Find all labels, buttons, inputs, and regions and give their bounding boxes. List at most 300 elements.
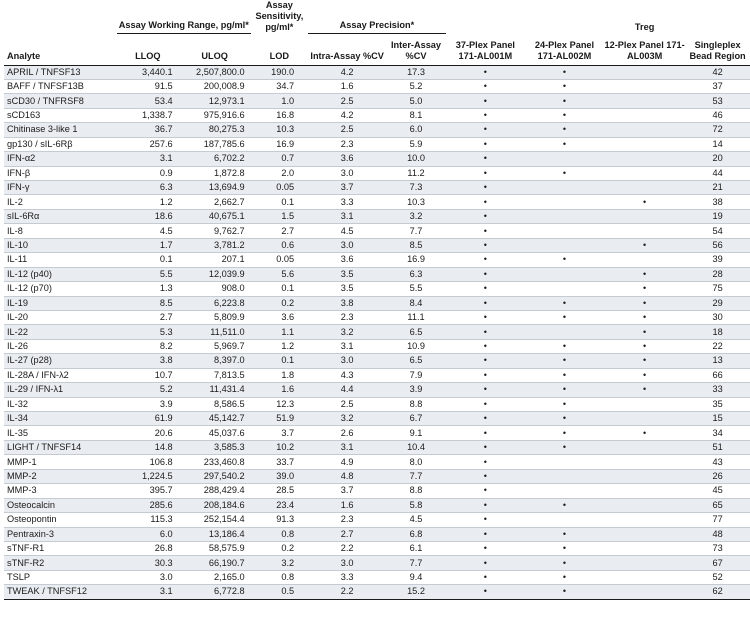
panel-inclusion-dot: • xyxy=(643,297,647,308)
inter-assay-cell: 8.4 xyxy=(409,297,423,308)
panel-inclusion-dot: • xyxy=(562,543,567,554)
lod-cell: 1.0 xyxy=(281,95,295,106)
inter-assay-cell: 8.5 xyxy=(409,239,423,250)
inter-assay-cell: 7.3 xyxy=(409,182,423,193)
intra-assay-cell: 4.9 xyxy=(340,456,354,467)
lod-cell: 0.1 xyxy=(281,196,295,207)
table-row xyxy=(4,152,750,166)
panel-inclusion-dot: • xyxy=(562,95,567,106)
analyte-cell: sIL-6Rα xyxy=(7,211,40,222)
bead-region-cell: 39 xyxy=(712,254,723,265)
inter-assay-cell: 5.8 xyxy=(409,499,423,510)
p12-cell xyxy=(604,94,685,108)
lloq-cell: 18.6 xyxy=(154,211,173,222)
p12-cell xyxy=(604,354,685,368)
panel-inclusion-dot: • xyxy=(562,398,567,409)
intra-assay-cell: 3.7 xyxy=(340,485,354,496)
p24-cell xyxy=(525,339,604,353)
p12-cell xyxy=(604,282,685,296)
lloq-cell: 1.2 xyxy=(159,196,173,207)
lod-cell: 0.2 xyxy=(281,543,295,554)
lloq-cell: 3.1 xyxy=(159,586,173,597)
uloq-cell: 45,037.6 xyxy=(208,427,245,438)
inter-assay-cell: 10.0 xyxy=(407,153,425,164)
inter-assay-cell: 7.7 xyxy=(409,557,423,568)
p37-cell xyxy=(446,354,525,368)
analyte-cell: IL-2 xyxy=(7,196,23,207)
analyte-cell: Pentraxin-3 xyxy=(7,528,54,539)
uloq-cell: 297,540.2 xyxy=(203,470,245,481)
panel-inclusion-dot: • xyxy=(562,81,567,92)
intra-assay-cell: 3.5 xyxy=(340,268,354,279)
uloq-header: ULOQ xyxy=(201,50,228,61)
panel-inclusion-dot: • xyxy=(562,355,567,366)
bead-region-cell: 52 xyxy=(712,572,723,583)
bead-region-cell: 77 xyxy=(712,514,723,525)
uloq-cell: 66,190.7 xyxy=(208,557,245,568)
p37-cell xyxy=(446,455,525,469)
panel-inclusion-dot: • xyxy=(483,355,487,366)
inter-assay-cell: 3.2 xyxy=(409,211,423,222)
lod-cell: 2.7 xyxy=(281,225,295,236)
bead-region-cell: 51 xyxy=(712,442,723,453)
analyte-cell: MMP-3 xyxy=(7,485,37,496)
panel-inclusion-dot: • xyxy=(643,326,647,337)
analyte-cell: IL-27 (p28) xyxy=(7,355,52,366)
lloq-cell: 5.5 xyxy=(159,268,173,279)
p12-cell xyxy=(604,556,685,570)
lod-cell: 0.6 xyxy=(281,239,295,250)
p24-cell xyxy=(525,513,604,527)
lloq-cell: 3.1 xyxy=(159,153,173,164)
uloq-cell: 3,781.2 xyxy=(213,239,245,250)
table-body xyxy=(4,65,750,599)
p37-cell xyxy=(446,209,525,223)
intra-assay-cell: 2.2 xyxy=(340,586,354,597)
p12-cell xyxy=(604,209,685,223)
table-row xyxy=(4,137,750,151)
p24-cell xyxy=(525,498,604,512)
lod-cell: 0.2 xyxy=(281,297,295,308)
lod-cell: 1.5 xyxy=(281,211,295,222)
lod-cell: 2.0 xyxy=(281,167,295,178)
intra-assay-cell: 2.5 xyxy=(340,124,354,135)
panel-inclusion-dot: • xyxy=(483,124,487,135)
intra-assay-cell: 2.3 xyxy=(340,138,354,149)
inter-assay-cell: 4.5 xyxy=(409,514,423,525)
bead-region-cell: 29 xyxy=(712,297,723,308)
lloq-cell: 53.4 xyxy=(154,95,173,106)
p12-cell xyxy=(604,455,685,469)
intra-assay-cell: 3.0 xyxy=(340,239,354,250)
p12-cell xyxy=(604,152,685,166)
analyte-cell: IL-32 xyxy=(7,398,28,409)
bead-region-cell: 67 xyxy=(712,557,723,568)
panel-inclusion-dot: • xyxy=(483,326,487,337)
p12-cell xyxy=(604,412,685,426)
lod-cell: 1.8 xyxy=(281,369,295,380)
intra-assay-cell: 4.2 xyxy=(340,66,354,77)
p37-cell xyxy=(446,513,525,527)
lod-cell: 16.9 xyxy=(276,138,295,149)
p12-cell xyxy=(604,498,685,512)
panel-37-header: 37-Plex Panel 171-AL001M xyxy=(455,39,515,61)
panel-inclusion-dot: • xyxy=(643,196,647,207)
p24-cell xyxy=(525,412,604,426)
p12-cell xyxy=(604,541,685,555)
uloq-cell: 58,575.9 xyxy=(208,543,245,554)
table-row xyxy=(4,527,750,541)
analyte-cell: IL-8 xyxy=(7,225,23,236)
intra-assay-cell: 3.1 xyxy=(340,341,354,352)
lod-cell: 23.4 xyxy=(276,499,295,510)
lloq-cell: 2.7 xyxy=(159,312,173,323)
panel-inclusion-dot: • xyxy=(483,81,487,92)
bead-region-header: Singleplex Bead Region xyxy=(689,39,746,61)
lloq-cell: 3.9 xyxy=(159,398,173,409)
table-row xyxy=(4,368,750,382)
table-row xyxy=(4,325,750,339)
bead-region-cell: 62 xyxy=(712,586,723,597)
lod-cell: 28.5 xyxy=(276,485,295,496)
lod-cell: 12.3 xyxy=(276,398,295,409)
bead-region-cell: 66 xyxy=(712,369,723,380)
table-row xyxy=(4,585,750,599)
inter-assay-cell: 6.7 xyxy=(409,413,423,424)
lloq-cell: 285.6 xyxy=(149,499,173,510)
lod-cell: 190.0 xyxy=(271,66,295,77)
p12-cell xyxy=(604,325,685,339)
bead-region-cell: 28 xyxy=(712,268,723,279)
uloq-cell: 252,154.4 xyxy=(203,514,245,525)
intra-assay-cell: 3.1 xyxy=(340,211,354,222)
panel-inclusion-dot: • xyxy=(483,442,487,453)
lloq-cell: 30.3 xyxy=(154,557,173,568)
analyte-cell: gp130 / sIL-6Rβ xyxy=(7,138,73,149)
p24-cell xyxy=(525,79,604,93)
panel-inclusion-dot: • xyxy=(643,355,647,366)
intra-assay-cell: 3.7 xyxy=(340,182,354,193)
table-row xyxy=(4,296,750,310)
table-row xyxy=(4,94,750,108)
inter-assay-cell: 10.4 xyxy=(407,442,425,453)
uloq-cell: 13,694.9 xyxy=(208,182,245,193)
p37-cell xyxy=(446,282,525,296)
lod-cell: 0.05 xyxy=(276,254,295,265)
p24-cell xyxy=(525,253,604,267)
lloq-cell: 0.1 xyxy=(159,254,173,265)
intra-assay-cell: 3.6 xyxy=(340,254,354,265)
analyte-cell: MMP-2 xyxy=(7,470,37,481)
bead-region-cell: 18 xyxy=(712,326,723,337)
p37-cell xyxy=(446,426,525,440)
lloq-cell: 1,224.5 xyxy=(142,470,173,481)
intra-assay-cell: 2.7 xyxy=(340,528,354,539)
bead-region-cell: 33 xyxy=(712,384,723,395)
bead-region-cell: 14 xyxy=(712,138,723,149)
analyte-cell: MMP-1 xyxy=(7,456,37,467)
precision-header: Assay Precision* xyxy=(308,0,446,33)
analyte-cell: IL-12 (p40) xyxy=(7,268,52,279)
p37-cell xyxy=(446,541,525,555)
p37-cell xyxy=(446,412,525,426)
panel-inclusion-dot: • xyxy=(483,413,487,424)
table-row xyxy=(4,469,750,483)
p37-cell xyxy=(446,224,525,238)
lod-cell: 3.2 xyxy=(281,557,295,568)
intra-assay-cell: 4.2 xyxy=(340,110,354,121)
p12-cell xyxy=(604,527,685,541)
uloq-cell: 11,431.4 xyxy=(209,384,245,395)
p37-cell xyxy=(446,570,525,584)
lod-cell: 10.2 xyxy=(276,442,295,453)
panel-inclusion-dot: • xyxy=(483,427,487,438)
p37-cell xyxy=(446,108,525,122)
analyte-cell: IL-35 xyxy=(7,427,28,438)
p24-cell xyxy=(525,267,604,281)
intra-assay-cell: 2.5 xyxy=(340,398,354,409)
lod-cell: 0.8 xyxy=(281,528,295,539)
panel-inclusion-dot: • xyxy=(562,427,567,438)
p24-cell xyxy=(525,556,604,570)
bead-region-cell: 34 xyxy=(712,427,723,438)
analyte-cell: IFN-β xyxy=(7,167,31,178)
p24-cell xyxy=(525,440,604,454)
uloq-cell: 6,223.8 xyxy=(213,297,245,308)
panel-inclusion-dot: • xyxy=(483,66,487,77)
table-row xyxy=(4,181,750,195)
table-row xyxy=(4,397,750,411)
p37-cell xyxy=(446,181,525,195)
p37-cell xyxy=(446,166,525,180)
panel-inclusion-dot: • xyxy=(483,225,487,236)
analyte-cell: IL-20 xyxy=(7,312,28,323)
inter-assay-cell: 6.5 xyxy=(409,355,423,366)
p37-cell xyxy=(446,65,525,79)
uloq-cell: 8,586.5 xyxy=(213,398,245,409)
intra-assay-cell: 2.6 xyxy=(340,427,354,438)
intra-assay-cell: 4.3 xyxy=(340,369,354,380)
analyte-cell: Osteocalcin xyxy=(7,499,56,510)
intra-assay-cell: 3.0 xyxy=(340,355,354,366)
table-row xyxy=(4,195,750,209)
lod-cell: 0.5 xyxy=(281,586,295,597)
p37-cell xyxy=(446,383,525,397)
inter-assay-cell: 15.2 xyxy=(407,586,425,597)
uloq-cell: 11,511.0 xyxy=(210,326,245,337)
uloq-cell: 2,165.0 xyxy=(213,572,245,583)
p12-cell xyxy=(604,469,685,483)
intra-assay-cell: 1.6 xyxy=(340,81,354,92)
p12-cell xyxy=(604,166,685,180)
table-row xyxy=(4,570,750,584)
analyte-cell: IL-22 xyxy=(7,326,28,337)
inter-assay-cell: 8.1 xyxy=(409,110,423,121)
panel-inclusion-dot: • xyxy=(483,456,487,467)
lod-cell: 91.3 xyxy=(276,514,295,525)
lloq-cell: 10.7 xyxy=(154,369,173,380)
panel-inclusion-dot: • xyxy=(562,312,567,323)
intra-assay-header: Intra-Assay %CV xyxy=(310,50,384,61)
panel-inclusion-dot: • xyxy=(562,572,567,583)
lloq-cell: 106.8 xyxy=(149,456,173,467)
bead-region-cell: 56 xyxy=(712,239,723,250)
p37-cell xyxy=(446,94,525,108)
lloq-cell: 91.5 xyxy=(154,81,173,92)
analyte-cell: IL-28A / IFN-λ2 xyxy=(7,369,69,380)
bead-region-cell: 65 xyxy=(712,499,723,510)
table-row xyxy=(4,79,750,93)
panel-inclusion-dot: • xyxy=(483,138,487,149)
bead-region-cell: 20 xyxy=(712,153,723,164)
lloq-cell: 8.5 xyxy=(159,297,173,308)
panel-inclusion-dot: • xyxy=(562,528,567,539)
p37-cell xyxy=(446,195,525,209)
panel-inclusion-dot: • xyxy=(562,499,567,510)
p37-cell xyxy=(446,79,525,93)
lloq-header: LLOQ xyxy=(135,50,161,61)
uloq-cell: 6,772.8 xyxy=(213,586,245,597)
lloq-cell: 257.6 xyxy=(149,138,173,149)
panel-inclusion-dot: • xyxy=(562,297,567,308)
bead-region-cell: 19 xyxy=(712,211,723,222)
inter-assay-cell: 17.3 xyxy=(407,66,425,77)
analyte-cell: IL-10 xyxy=(7,239,28,250)
intra-assay-cell: 3.1 xyxy=(340,442,354,453)
panel-inclusion-dot: • xyxy=(562,442,567,453)
p37-cell xyxy=(446,339,525,353)
p37-cell xyxy=(446,469,525,483)
p24-cell xyxy=(525,152,604,166)
p24-cell xyxy=(525,325,604,339)
table-row xyxy=(4,108,750,122)
lloq-cell: 3.0 xyxy=(159,572,173,583)
p24-cell xyxy=(525,282,604,296)
inter-assay-cell: 9.1 xyxy=(409,427,423,438)
intra-assay-cell: 2.3 xyxy=(340,514,354,525)
p12-cell xyxy=(604,267,685,281)
p12-cell xyxy=(604,397,685,411)
uloq-cell: 233,460.8 xyxy=(203,456,245,467)
p37-cell xyxy=(446,253,525,267)
panel-inclusion-dot: • xyxy=(562,557,567,568)
inter-assay-cell: 5.2 xyxy=(409,81,423,92)
table-row xyxy=(4,484,750,498)
table-row xyxy=(4,426,750,440)
bead-region-cell: 35 xyxy=(712,398,723,409)
table-row xyxy=(4,412,750,426)
analyte-cell: APRIL / TNFSF13 xyxy=(7,66,81,77)
p24-cell xyxy=(525,181,604,195)
table-row xyxy=(4,267,750,281)
intra-assay-cell: 3.6 xyxy=(340,153,354,164)
lod-cell: 33.7 xyxy=(276,456,295,467)
inter-assay-cell: 7.7 xyxy=(409,225,423,236)
lloq-cell: 5.2 xyxy=(159,384,173,395)
p24-cell xyxy=(525,238,604,252)
inter-assay-cell: 16.9 xyxy=(407,254,425,265)
p12-cell xyxy=(604,368,685,382)
inter-assay-cell: 5.9 xyxy=(409,138,423,149)
p24-cell xyxy=(525,123,604,137)
p24-cell xyxy=(525,224,604,238)
uloq-cell: 80,275.3 xyxy=(208,124,245,135)
p24-cell xyxy=(525,65,604,79)
panel-inclusion-dot: • xyxy=(483,543,487,554)
intra-assay-cell: 3.3 xyxy=(340,572,354,583)
uloq-cell: 187,785.6 xyxy=(203,138,245,149)
analyte-cell: Osteopontin xyxy=(7,514,57,525)
uloq-cell: 207.1 xyxy=(221,254,245,265)
panel-inclusion-dot: • xyxy=(483,167,487,178)
uloq-cell: 13,186.4 xyxy=(208,528,245,539)
bead-region-cell: 43 xyxy=(712,456,723,467)
panel-inclusion-dot: • xyxy=(562,167,567,178)
panel-inclusion-dot: • xyxy=(483,398,487,409)
table-row xyxy=(4,166,750,180)
panel-inclusion-dot: • xyxy=(483,485,487,496)
lloq-cell: 6.0 xyxy=(159,528,173,539)
panel-inclusion-dot: • xyxy=(643,283,647,294)
inter-assay-cell: 6.3 xyxy=(409,268,423,279)
panel-inclusion-dot: • xyxy=(483,239,487,250)
p37-cell xyxy=(446,484,525,498)
table-row xyxy=(4,224,750,238)
p24-cell xyxy=(525,397,604,411)
p24-cell xyxy=(525,541,604,555)
analyte-cell: sCD30 / TNFRSF8 xyxy=(7,95,84,106)
inter-assay-cell: 11.1 xyxy=(407,312,425,323)
analyte-cell: IL-19 xyxy=(7,297,28,308)
working-range-header: Assay Working Range, pg/ml* xyxy=(117,0,251,33)
lod-cell: 0.1 xyxy=(281,283,295,294)
uloq-cell: 7,813.5 xyxy=(213,369,245,380)
lod-cell: 1.6 xyxy=(281,384,295,395)
p12-cell xyxy=(604,123,685,137)
p12-cell xyxy=(604,224,685,238)
p24-cell xyxy=(525,527,604,541)
p12-cell xyxy=(604,339,685,353)
analyte-cell: IL-12 (p70) xyxy=(7,283,52,294)
panel-inclusion-dot: • xyxy=(643,384,647,395)
panel-inclusion-dot: • xyxy=(483,384,487,395)
lloq-cell: 3.8 xyxy=(159,355,173,366)
p12-cell xyxy=(604,426,685,440)
lloq-cell: 395.7 xyxy=(149,485,173,496)
inter-assay-cell: 11.2 xyxy=(407,167,425,178)
p12-cell xyxy=(604,484,685,498)
intra-assay-cell: 3.0 xyxy=(340,557,354,568)
p37-cell xyxy=(446,296,525,310)
panel-inclusion-dot: • xyxy=(483,572,487,583)
lod-cell: 0.8 xyxy=(281,572,295,583)
lloq-cell: 20.6 xyxy=(154,427,173,438)
p12-cell xyxy=(604,79,685,93)
analyte-cell: IFN-α2 xyxy=(7,153,36,164)
p37-cell xyxy=(446,368,525,382)
p37-cell xyxy=(446,152,525,166)
table-row xyxy=(4,354,750,368)
analyte-cell: IL-11 xyxy=(7,254,28,265)
inter-assay-cell: 7.9 xyxy=(409,369,423,380)
lloq-cell: 6.3 xyxy=(159,182,173,193)
p24-cell xyxy=(525,354,604,368)
bead-region-cell: 21 xyxy=(712,182,723,193)
intra-assay-cell: 4.4 xyxy=(340,384,354,395)
p24-cell xyxy=(525,469,604,483)
uloq-cell: 5,969.7 xyxy=(213,341,245,352)
bead-region-cell: 46 xyxy=(712,110,723,121)
